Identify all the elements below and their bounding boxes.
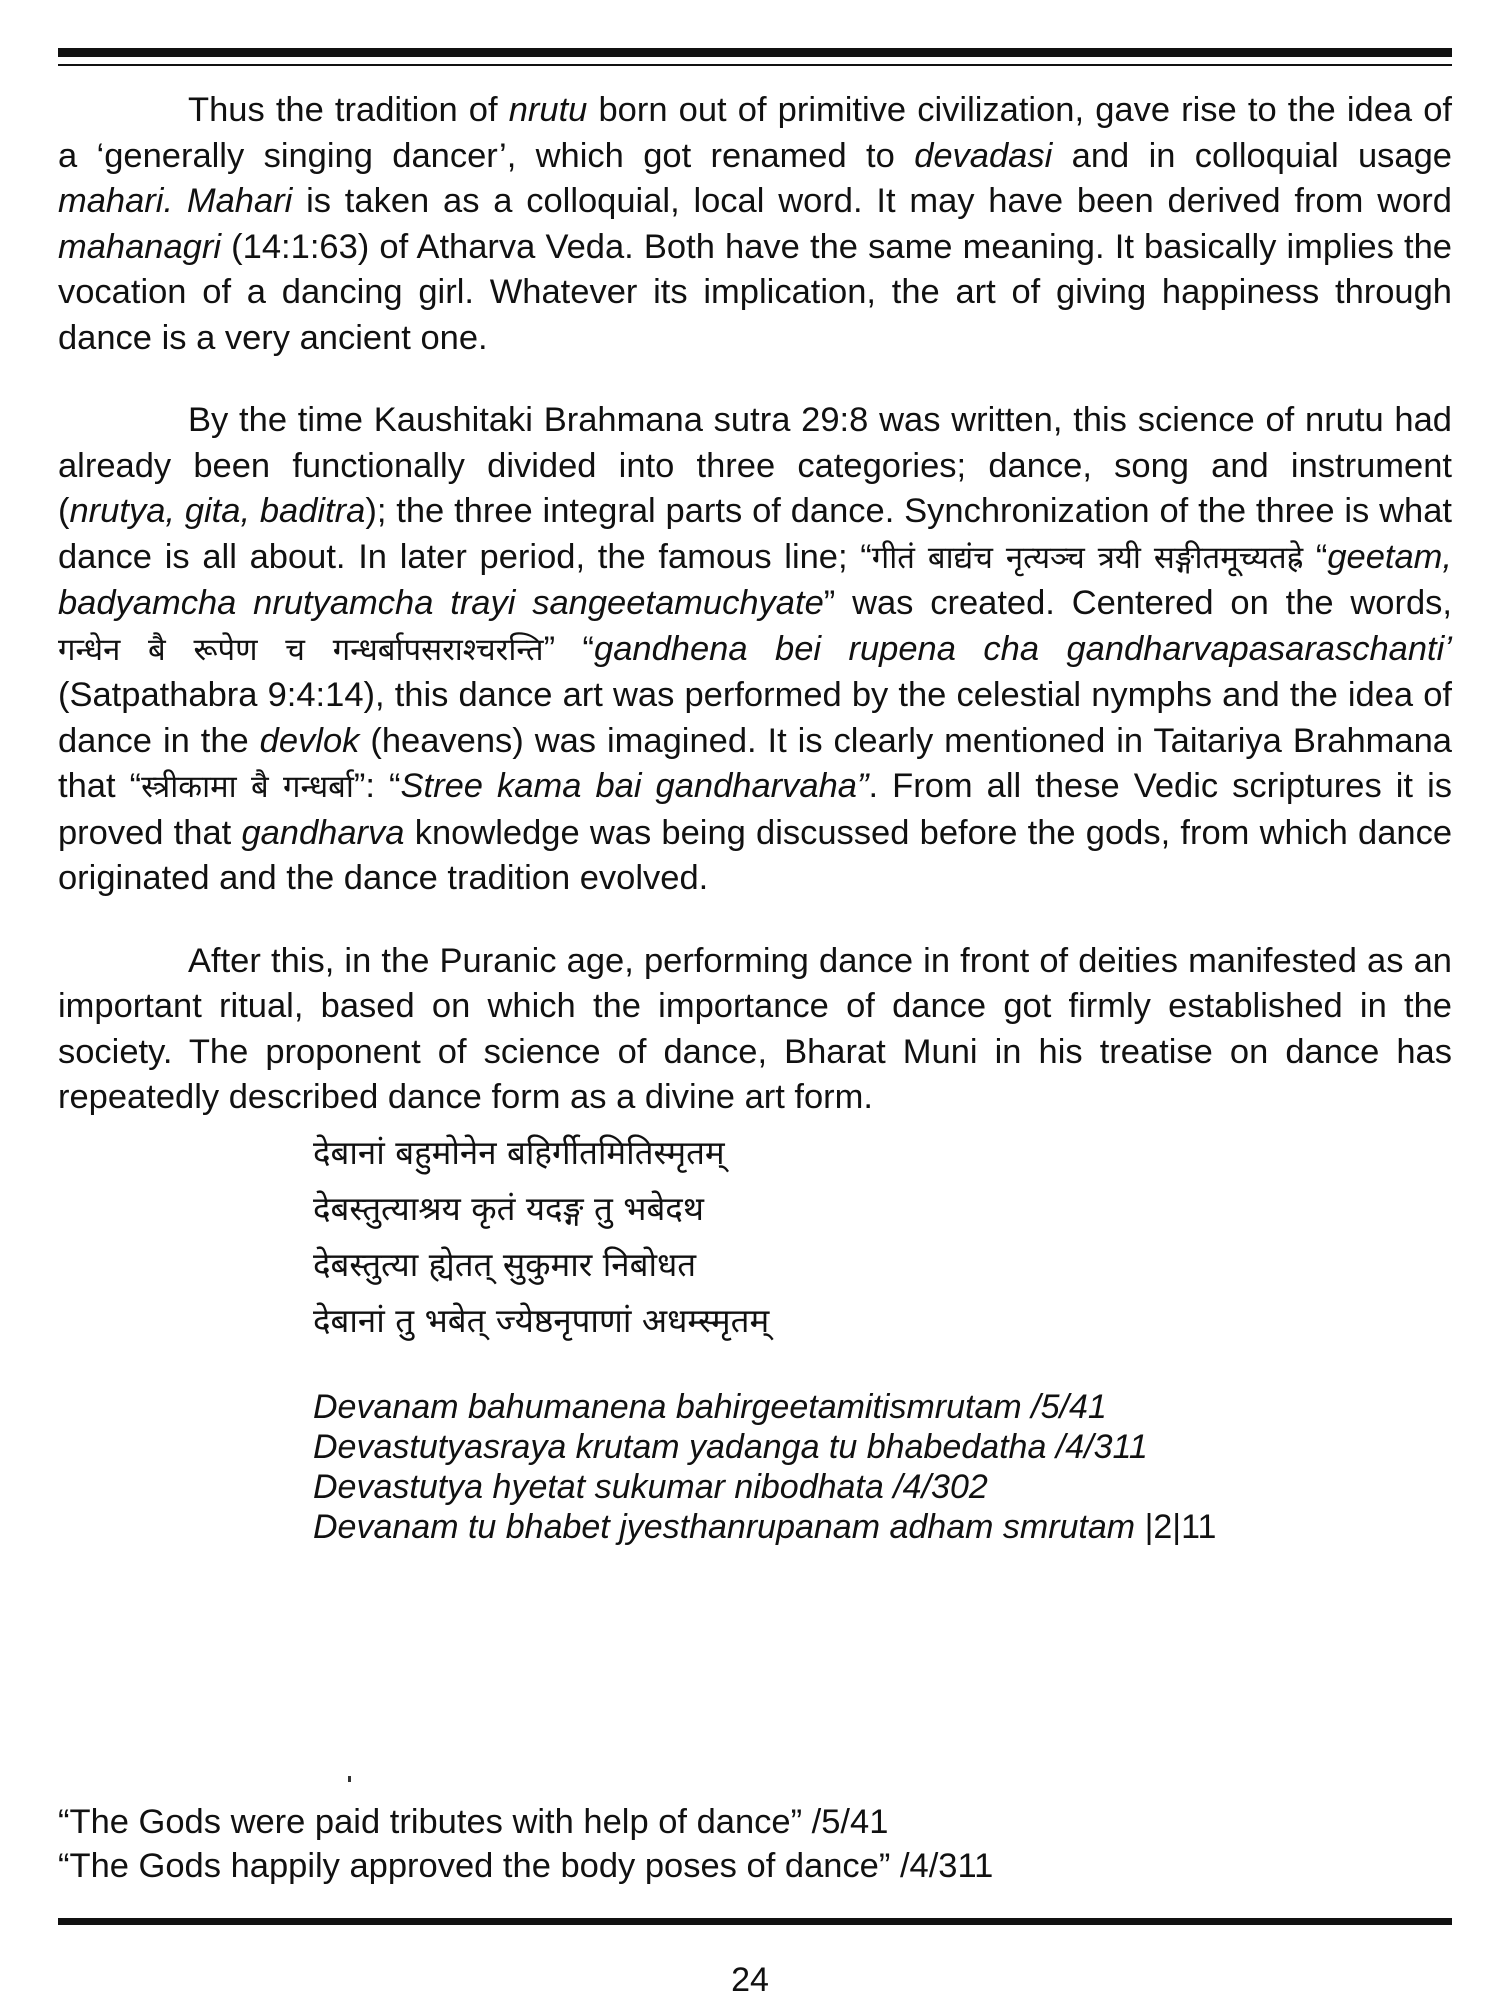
stray-mark xyxy=(348,1776,351,1782)
italic-term: mahanagri xyxy=(58,227,222,266)
quote-line: “The Gods happily approved the body poses of dance” /4/311 xyxy=(58,1847,994,1885)
verse-text: Devanam tu bhabet jyesthanrupanam adham smrutam xyxy=(313,1507,1145,1546)
devanagari-quote: स्त्रीकामा बै गन्धर्बा xyxy=(141,769,354,805)
verse-line-latin xyxy=(313,1507,1452,1547)
italic-term: nrutu xyxy=(508,91,588,129)
italic-term: mahari. Mahari xyxy=(58,182,293,220)
paragraph-3: After this, in the Puranic age, performing dance in front of deities manifested as an important ritual, based on which the importance of dance got firmly established in the society. The proponent of science of dance, Bharat Muni in his treatise on dance has repeatedly described dance form as a divine art form. xyxy=(58,941,1452,1116)
verse-text: Devastutyasraya krutam yadanga tu bhabedatha xyxy=(313,1427,1056,1466)
page-body xyxy=(58,88,1452,1547)
italic-term: nrutya, gita, baditra xyxy=(69,492,366,530)
text-run: and in colloquial usage xyxy=(1052,136,1452,175)
text-run: (Satpathabra 9:4:14), this dance art was performed by the celestial nymphs and the idea of dance in the xyxy=(58,676,1452,760)
text-run: Thus the tradition of xyxy=(188,91,509,129)
verse-reference: /5/41 xyxy=(1031,1387,1107,1426)
text-run: “ xyxy=(1303,537,1328,576)
verse-line-latin xyxy=(313,1427,1452,1467)
verse-line-devanagari: देबस्तुत्याश्रय कृतं यदङ्ग तु भबेदथ xyxy=(313,1188,704,1228)
page-number: 24 xyxy=(731,1961,769,1999)
text-run: born out of primitive civilization, gave rise to the idea of a ‘generally singing dancer’, which got renamed to xyxy=(58,91,1453,175)
text-run: knowledge was being discussed before the gods, from which dance originated and the dance tradition evolved. xyxy=(58,813,1453,897)
translation-quotes xyxy=(58,1800,993,1888)
verse-reference: |2|11 xyxy=(1144,1507,1217,1546)
devanagari-verse xyxy=(313,1125,1452,1349)
quote-line: “The Gods were paid tributes with help of dance” /5/41 xyxy=(58,1803,889,1841)
verse-text: Devanam bahumanena bahirgeetamitismrutam xyxy=(313,1387,1032,1426)
transliterated-verse xyxy=(313,1387,1452,1547)
paragraph-1 xyxy=(58,88,1452,361)
text-run: ”: “ xyxy=(353,767,401,805)
italic-term: gandhena bei rupena cha gandharvapasaraschanti’ xyxy=(594,629,1452,668)
italic-term: gandharva xyxy=(241,813,405,852)
text-run: (14:1:63) of Atharva Veda. Both have the same meaning. It basically implies the vocation of a dancing girl. Whatever its implication, the art of giving happiness through dance is a very ancient one. xyxy=(58,227,1452,357)
paragraph-2 xyxy=(58,398,1452,902)
verse-text: Devastutya hyetat sukumar nibodhata xyxy=(313,1467,894,1506)
verse-line-devanagari: देबानां बहुमोनेन बहिर्गीतमितिस्मृतम् xyxy=(313,1132,725,1172)
bottom-rule xyxy=(58,1918,1452,1925)
top-rule-thin xyxy=(58,64,1452,66)
verse-line-latin xyxy=(313,1467,1452,1507)
text-run: is taken as a colloquial, local word. It may have been derived from word xyxy=(292,182,1452,220)
verse-reference: /4/302 xyxy=(893,1467,988,1506)
top-rule-thick xyxy=(58,48,1452,57)
text-run: . From all these Vedic scriptures it is proved that xyxy=(58,767,1452,852)
verse-line-devanagari: देबानां तु भबेत् ज्येष्ठनृपाणां अधम्स्मृतम् xyxy=(313,1300,770,1340)
text-run: ” was created. Centered on the words, xyxy=(823,584,1453,622)
verse-line-latin xyxy=(313,1387,1452,1427)
italic-term: devlok xyxy=(259,721,360,760)
italic-term: Stree kama bai gandharvaha” xyxy=(400,767,869,805)
devanagari-quote: गीतं बाद्यंच नृत्यञ्च त्रयी सङ्गीतमूच्यतह्रे xyxy=(871,539,1304,576)
verse-line-devanagari: देबस्तुत्या ह्येतत् सुकुमार निबोधत xyxy=(313,1244,697,1284)
text-run: ); the three integral parts of dance. Synchronization of the three is what dance is all about. In later period, the famous line; “ xyxy=(58,492,1452,576)
text-run: ” “ xyxy=(543,629,595,668)
text-run: (heavens) was imagined. It is clearly mentioned in Taitariya Brahmana that “ xyxy=(58,721,1452,805)
italic-term: geetam, badyamcha nrutyamcha trayi sangeetamuchyate xyxy=(58,537,1453,622)
italic-term: devadasi xyxy=(914,136,1053,175)
devanagari-quote: गन्धेन बै रूपेण च गन्धर्बापसराश्चरन्ति xyxy=(58,631,544,668)
text-run: By the time Kaushitaki Brahmana sutra 29:8 was written, this science of nrutu had already been functionally divided into three categories; dance, song and instrument ( xyxy=(58,401,1452,530)
verse-reference: /4/311 xyxy=(1055,1427,1148,1466)
